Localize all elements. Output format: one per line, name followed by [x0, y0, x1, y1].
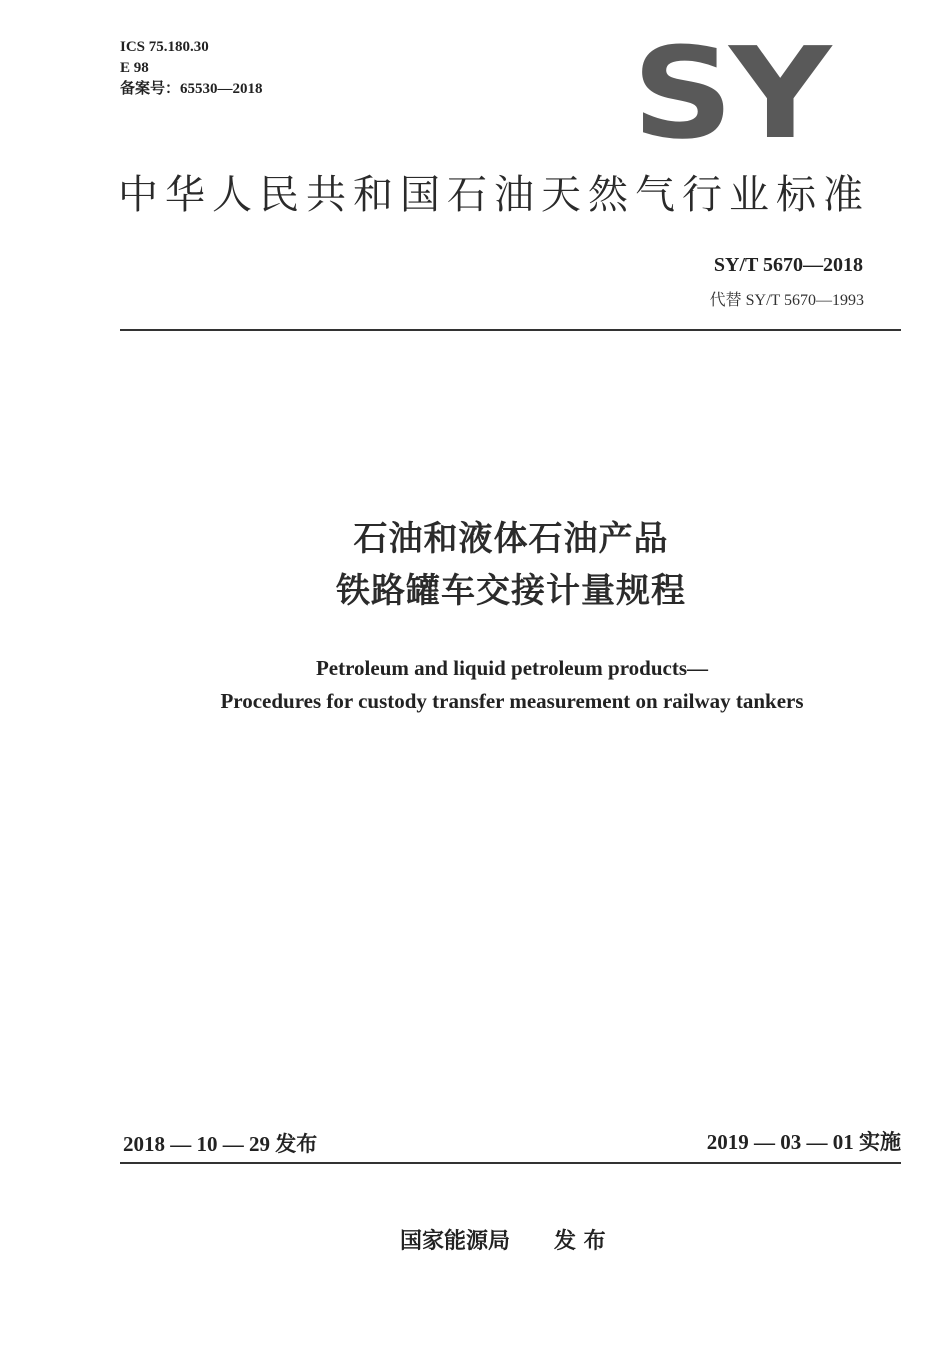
- publish-label: 发 布: [554, 1229, 606, 1254]
- meta-block: [120, 37, 263, 100]
- title-cn-line1: 石油和液体石油产品: [353, 519, 669, 559]
- standard-category-title: 中华人民共和国石油天然气行业标准: [118, 172, 870, 218]
- title-en-line1: Petroleum and liquid petroleum products—: [315, 656, 709, 680]
- publisher-line: [400, 1224, 606, 1255]
- issue-date: 2018 — 10 — 29 发布: [123, 1132, 318, 1156]
- implementation-date: 2019 — 03 — 01 实施: [706, 1130, 901, 1154]
- publisher-name: 国家能源局: [400, 1229, 511, 1254]
- sy-logo: SY: [632, 20, 827, 167]
- classification-code: E 98: [120, 60, 149, 76]
- standard-code: SY/T 5670—2018: [713, 254, 863, 276]
- record-number: 备案号：65530—2018: [120, 81, 263, 97]
- title-en-line2: Procedures for custody transfer measurement on railway tankers: [220, 689, 804, 713]
- title-cn-line2: 铁路罐车交接计量规程: [336, 571, 686, 611]
- ics-code: ICS 75.180.30: [120, 39, 209, 55]
- top-divider: [120, 329, 901, 331]
- replaces-note: 代替 SY/T 5670—1993: [709, 292, 864, 309]
- bottom-divider: [120, 1162, 901, 1164]
